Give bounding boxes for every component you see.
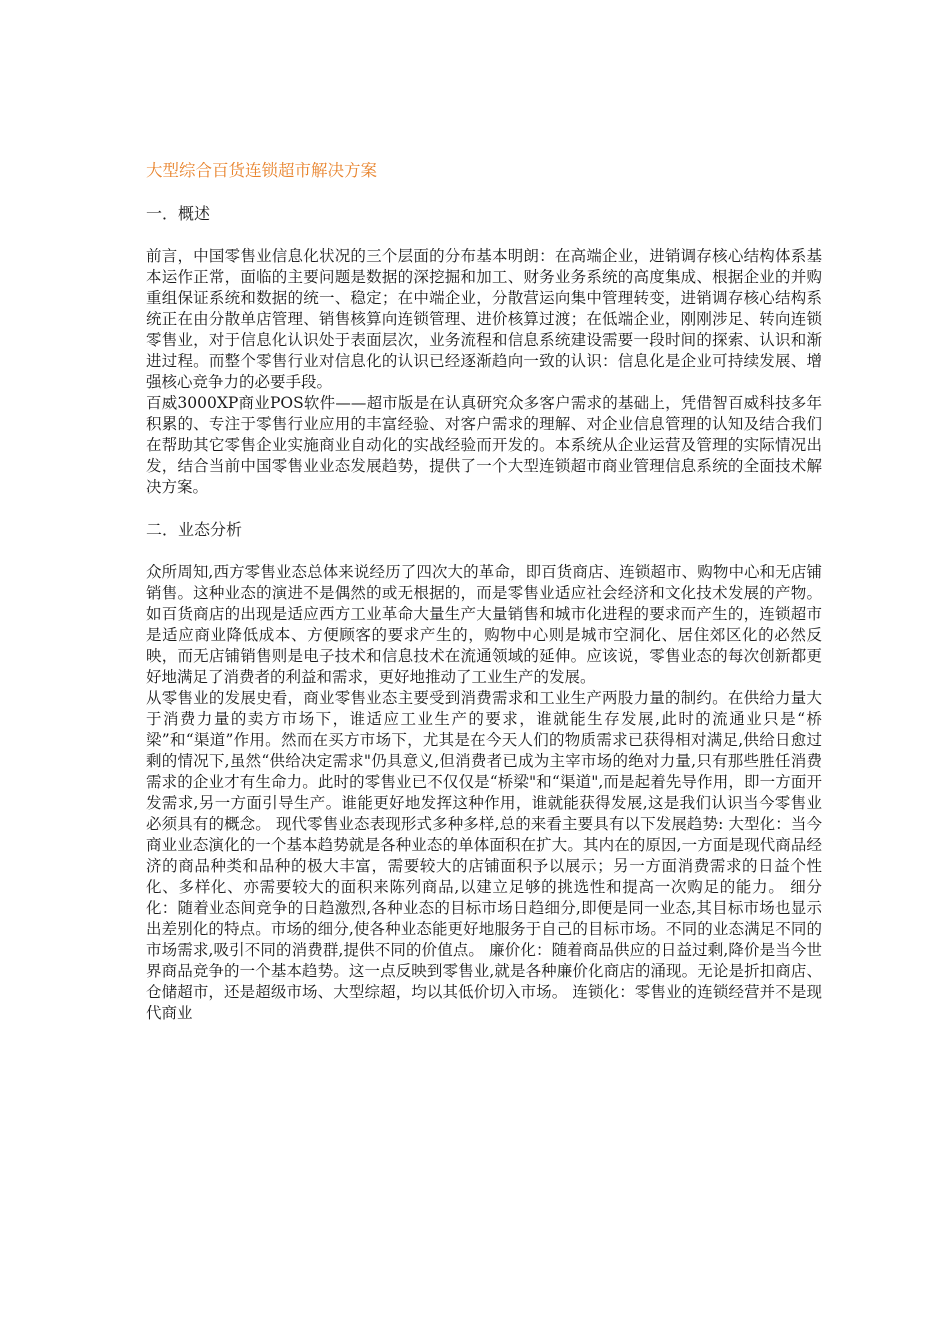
overview-paragraph-1: 前言，中国零售业信息化状况的三个层面的分布基本明朗：在高端企业，进销调存核心结构体系基本运作正常，面临的主要问题是数据的深挖掘和加工、财务业务系统的高度集成、根据企业的并购重组保证系统和数据的统一、稳定；在中端企业，分散营运向集中管理转变，进销调存核心结构系统正在由分散单店管理、销售核算向连锁管理、进价核算过渡；在低端企业，刚刚涉足、转向连锁零售业，对于信息化认识处于表面层次，业务流程和信息系统建设需要一段时间的探索、认识和渐进过程。而整个零售行业对信息化的认识已经逐渐趋向一致的认识：信息化是企业可持续发展、增强核心竞争力的必要手段。 [146, 247, 822, 391]
section-heading-overview: 一．概述 [146, 204, 211, 223]
format-analysis-paragraph-1: 众所周知,西方零售业态总体来说经历了四次大的革命，即百货商店、连锁超市、购物中心和无店铺销售。这种业态的演进不是偶然的或无根据的，而是零售业适应社会经济和文化技术发展的产物。如百货商店的出现是适应西方工业革命大量生产大量销售和城市化进程的要求而产生的，连锁超市是适应商业降低成本、方便顾客的要求产生的，购物中心则是城市空洞化、居住郊区化的必然反映，而无店铺销售则是电子技术和信息技术在流通领域的延伸。应该说，零售业态的每次创新都更好地满足了消费者的利益和需求，更好地推动了工业生产的发展。 [146, 563, 822, 686]
format-analysis-paragraph-2: 从零售业的发展史看，商业零售业态主要受到消费需求和工业生产两股力量的制约。在供给力量大于消费力量的卖方市场下，谁适应工业生产的要求，谁就能生存发展,此时的流通业只是“桥梁”和“渠道”作用。然而在买方市场下，尤其是在今天人们的物质需求已获得相对满足,供给日愈过剩的情况下,虽然“供给决定需求"仍具意义,但消费者已成为主宰市场的绝对力量,只有那些胜任消费需求的企业才有生命力。此时的零售业已不仅仅是“桥梁"和“渠道",而是起着先导作用，即一方面开发需求,另一方面引导生产。谁能更好地发挥这种作用，谁就能获得发展,这是我们认识当今零售业必须具有的概念。 现代零售业态表现形式多种多样,总的来看主要具有以下发展趋势: 大型化：当今商业业态演化的一个基本趋势就是各种业态的单体面积在扩大。其内在的原因,一方面是现代商品经济的商品种类和品种的极大丰富，需要较大的店铺面积予以展示；另一方面消费需求的日益个性化、多样化、亦需要较大的面积来陈列商品,以建立足够的挑选性和提高一次购足的能力。 细分化：随着业态间竞争的日趋激烈,各种业态的目标市场日趋细分,即便是同一业态,其目标市场也显示出差别化的特点。市场的细分,使各种业态能更好地服务于自己的目标市场。不同的业态满足不同的市场需求,吸引不同的消费群,提供不同的价值点。 廉价化：随着商品供应的日益过剩,降价是当今世界商品竞争的一个基本趋势。这一点反映到零售业,就是各种廉价化商店的涌现。无论是折扣商店、仓储超市，还是超级市场、大型综超，均以其低价切入市场。 连锁化：零售业的连锁经营并不是现代商业 [146, 689, 822, 1022]
document-title: 大型综合百货连锁超市解决方案 [146, 161, 377, 180]
section-heading-format-analysis: 二．业态分析 [146, 520, 243, 539]
document-page [146, 160, 822, 1024]
overview-paragraph-2: 百威3000XP商业POS软件——超市版是在认真研究众多客户需求的基础上，凭借智百威科技多年积累的、专注于零售行业应用的丰富经验、对客户需求的理解、对企业信息管理的认知及结合我们在帮助其它零售企业实施商业自动化的实战经验而开发的。本系统从企业运营及管理的实际情况出发，结合当前中国零售业业态发展趋势，提供了一个大型连锁超市商业管理信息系统的全面技术解决方案。 [146, 394, 822, 496]
